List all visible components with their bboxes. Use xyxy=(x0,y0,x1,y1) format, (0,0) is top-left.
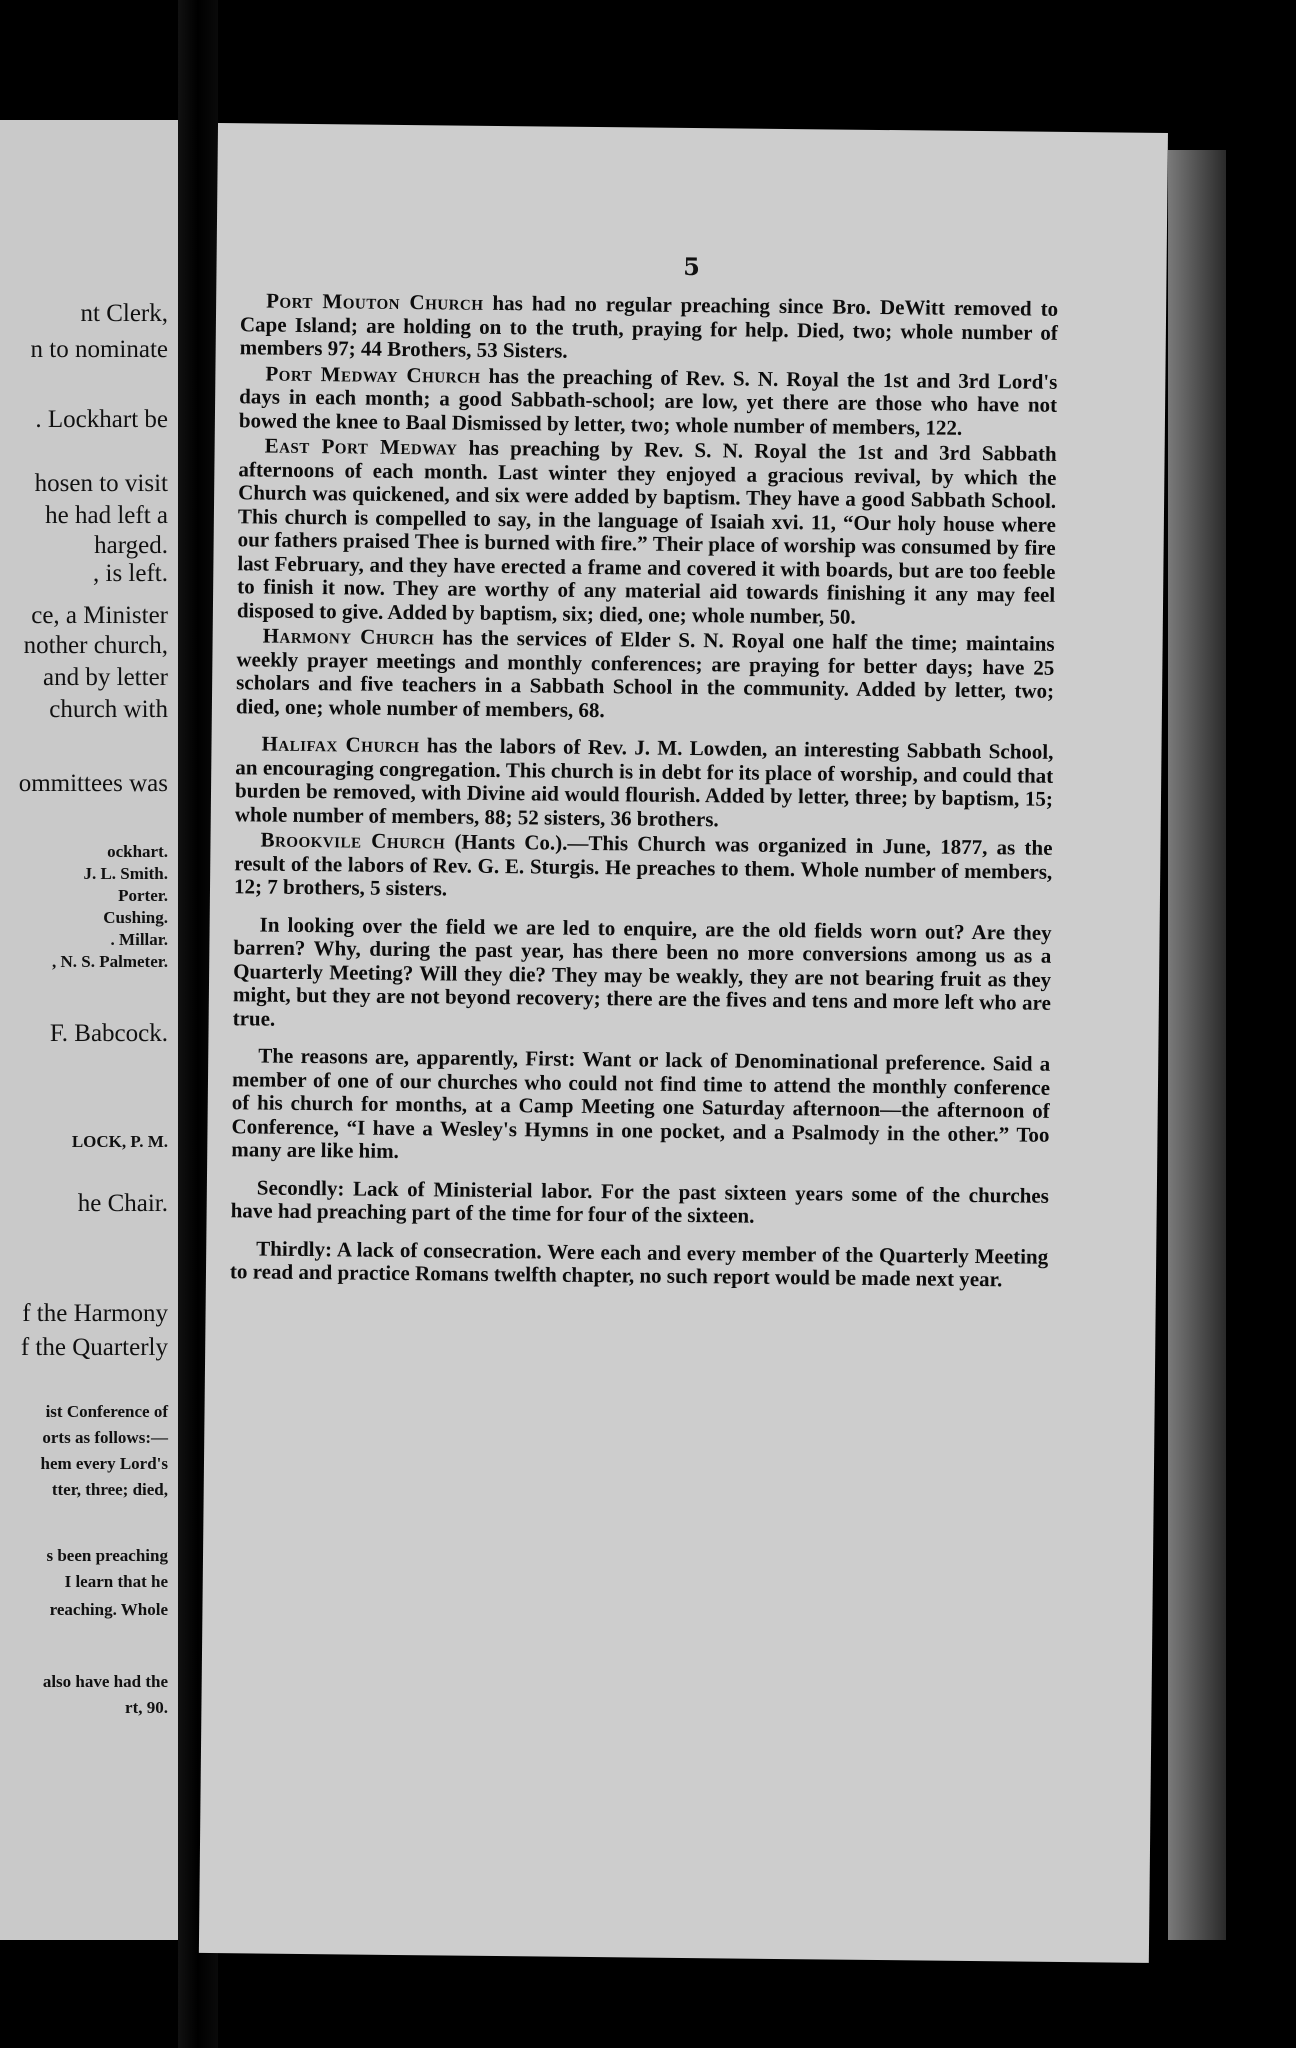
paragraph-text: In looking over the field we are led to enquire, are the old fields worn out? Are they barren? Why, during the past year, has there been no more conversions among us as a Quarterly Meeting? Will they die? They may be weakly, they are not bearing fruit as they might, but they are not beyond recovery; there are the fives and tens and more left who are true. xyxy=(232,912,1052,1031)
church-name: Halifax Church xyxy=(261,731,420,758)
left-line: he had left a xyxy=(45,502,168,529)
left-line: LOCK, P. M. xyxy=(71,1132,168,1151)
left-line: Cushing. xyxy=(103,908,168,927)
paragraph-text: has had no regular preaching since Bro. DeWitt removed to Cape Island; are holding on to the truth, praying for help. Died, two; whole number of members 97; 44 Brothers, 53 Sisters. xyxy=(239,290,1059,363)
current-page xyxy=(199,123,1168,1963)
left-line: F. Babcock. xyxy=(49,1020,168,1047)
church-report-paragraph xyxy=(240,289,1059,368)
page-number: 5 xyxy=(683,251,701,282)
left-line: hem every Lord's xyxy=(40,1454,168,1473)
paragraph-text: The reasons are, apparently, First: Want or lack of Denominational preference. Said a member of one of our churches who could not find time to attend the monthly conference of his church for months, at a Camp Meeting one Saturday afternoon—the afternoon of Conference, “I have a Wesley's Hymns in one pocket, and a Psalmody in the other.” Too many are like him. xyxy=(231,1043,1051,1163)
paragraph-text: Thirdly: A lack of consecration. Were each and every member of the Quarterly Meeting to read and practice Romans twelfth chapter, no such report would be made next year. xyxy=(229,1235,1049,1292)
left-line: f the Harmony xyxy=(22,1300,168,1327)
left-line: also have had the xyxy=(42,1672,168,1691)
church-report-paragraph xyxy=(237,434,1057,631)
page-stack-edge xyxy=(1168,150,1226,1940)
paragraph-text: has the preaching of Rev. S. N. Royal the 1st and 3rd Lord's days in each month; a good Sabbath-school; are low, yet there are those who have not bowed the knee to Baal Dismissed by letter, two; whole number of members, 122. xyxy=(238,363,1058,440)
left-line: , is left. xyxy=(93,560,168,587)
left-line: he Chair. xyxy=(77,1190,168,1217)
paragraph-text: Secondly: Lack of Ministerial labor. For the past sixteen years some of the churches have had preaching part of the time for four of the sixteen. xyxy=(230,1174,1049,1228)
left-line: f the Quarterly xyxy=(20,1334,168,1361)
church-name: Port Mouton Church xyxy=(266,288,484,315)
left-line: ommittees was xyxy=(18,770,168,797)
previous-page-fragment xyxy=(0,120,178,1940)
church-name: Harmony Church xyxy=(262,623,435,650)
church-name: Port Medway Church xyxy=(265,361,481,388)
left-line: orts as follows:— xyxy=(42,1428,168,1447)
church-report-paragraph xyxy=(236,624,1055,727)
left-line: , N. S. Palmeter. xyxy=(52,952,168,971)
left-line: harged. xyxy=(94,532,168,559)
left-line: hosen to visit xyxy=(34,470,168,497)
church-name: Brookvile Church xyxy=(260,827,446,854)
left-line: ist Conference of xyxy=(45,1402,168,1421)
paragraph-text: has the labors of Rev. J. M. Lowden, an interesting Sabbath School, an encouraging congregation. This church is in debt for its place of worship, and could that burden be removed, with Divine aid would flourish. Added by letter, three; by baptism, 15; whole number of members, 88; 52 sisters, 36 brothers. xyxy=(234,733,1054,831)
commentary-paragraph xyxy=(233,913,1052,1039)
left-line: . Lockhart be xyxy=(35,406,168,433)
left-line: nt Clerk, xyxy=(80,300,168,327)
church-report-paragraph xyxy=(235,732,1054,835)
commentary-paragraph xyxy=(231,1044,1050,1170)
paragraph-text: has the services of Elder S. N. Royal one half the time; maintains weekly prayer meetings and monthly conferences; are praying for better days; have 25 scholars and five teachers in a Sabbath School in the community. Added by letter, two; died, one; whole number of members, 68. xyxy=(235,625,1055,722)
left-line: n to nominate xyxy=(30,336,168,363)
left-line: and by letter xyxy=(43,664,168,691)
left-line: ockhart. xyxy=(107,842,168,861)
left-line: nother church, xyxy=(23,632,168,659)
page-body xyxy=(230,289,1058,1292)
left-line: . Millar. xyxy=(110,930,168,949)
left-line: J. L. Smith. xyxy=(83,864,168,883)
left-line: s been preaching xyxy=(46,1546,168,1565)
left-line: reaching. Whole xyxy=(49,1600,168,1619)
left-line: Porter. xyxy=(118,886,168,905)
left-line: I learn that he xyxy=(64,1572,168,1591)
church-name: East Port Medway xyxy=(264,433,458,460)
paragraph-text: has preaching by Rev. S. N. Royal the 1st and 3rd Sabbath afternoons of each month. Last winter they enjoyed a gracious revival, by which the Church was quickened, and six were added by baptism. They have a good Sabbath School. This church is compelled to say, in the language of Isaiah xvi. 11, “Our holy house where our fathers praised Thee is burned with fire.” Their place of worship was consumed by fire last February, and they have erected a frame and covered it with boards, but are too feeble to finish it now. They are worthy of any material aid towards finishing it any may feel disposed to give. Added by baptism, six; died, one; whole number, 50. xyxy=(236,435,1057,629)
church-report-paragraph xyxy=(239,362,1058,441)
left-line: tter, three; died, xyxy=(51,1480,168,1499)
church-report-paragraph xyxy=(234,828,1053,907)
left-line: rt, 90. xyxy=(125,1698,168,1717)
paragraph-text: (Hants Co.).—This Church was organized in June, 1877, as the result of the labors of Rev. G. E. Sturgis. He preaches to them. Whole number of members, 12; 7 brothers, 5 sisters. xyxy=(233,829,1053,901)
left-line: ce, a Minister xyxy=(31,602,168,629)
left-line: church with xyxy=(49,696,168,723)
commentary-paragraph xyxy=(231,1176,1049,1232)
commentary-paragraph xyxy=(230,1237,1048,1293)
